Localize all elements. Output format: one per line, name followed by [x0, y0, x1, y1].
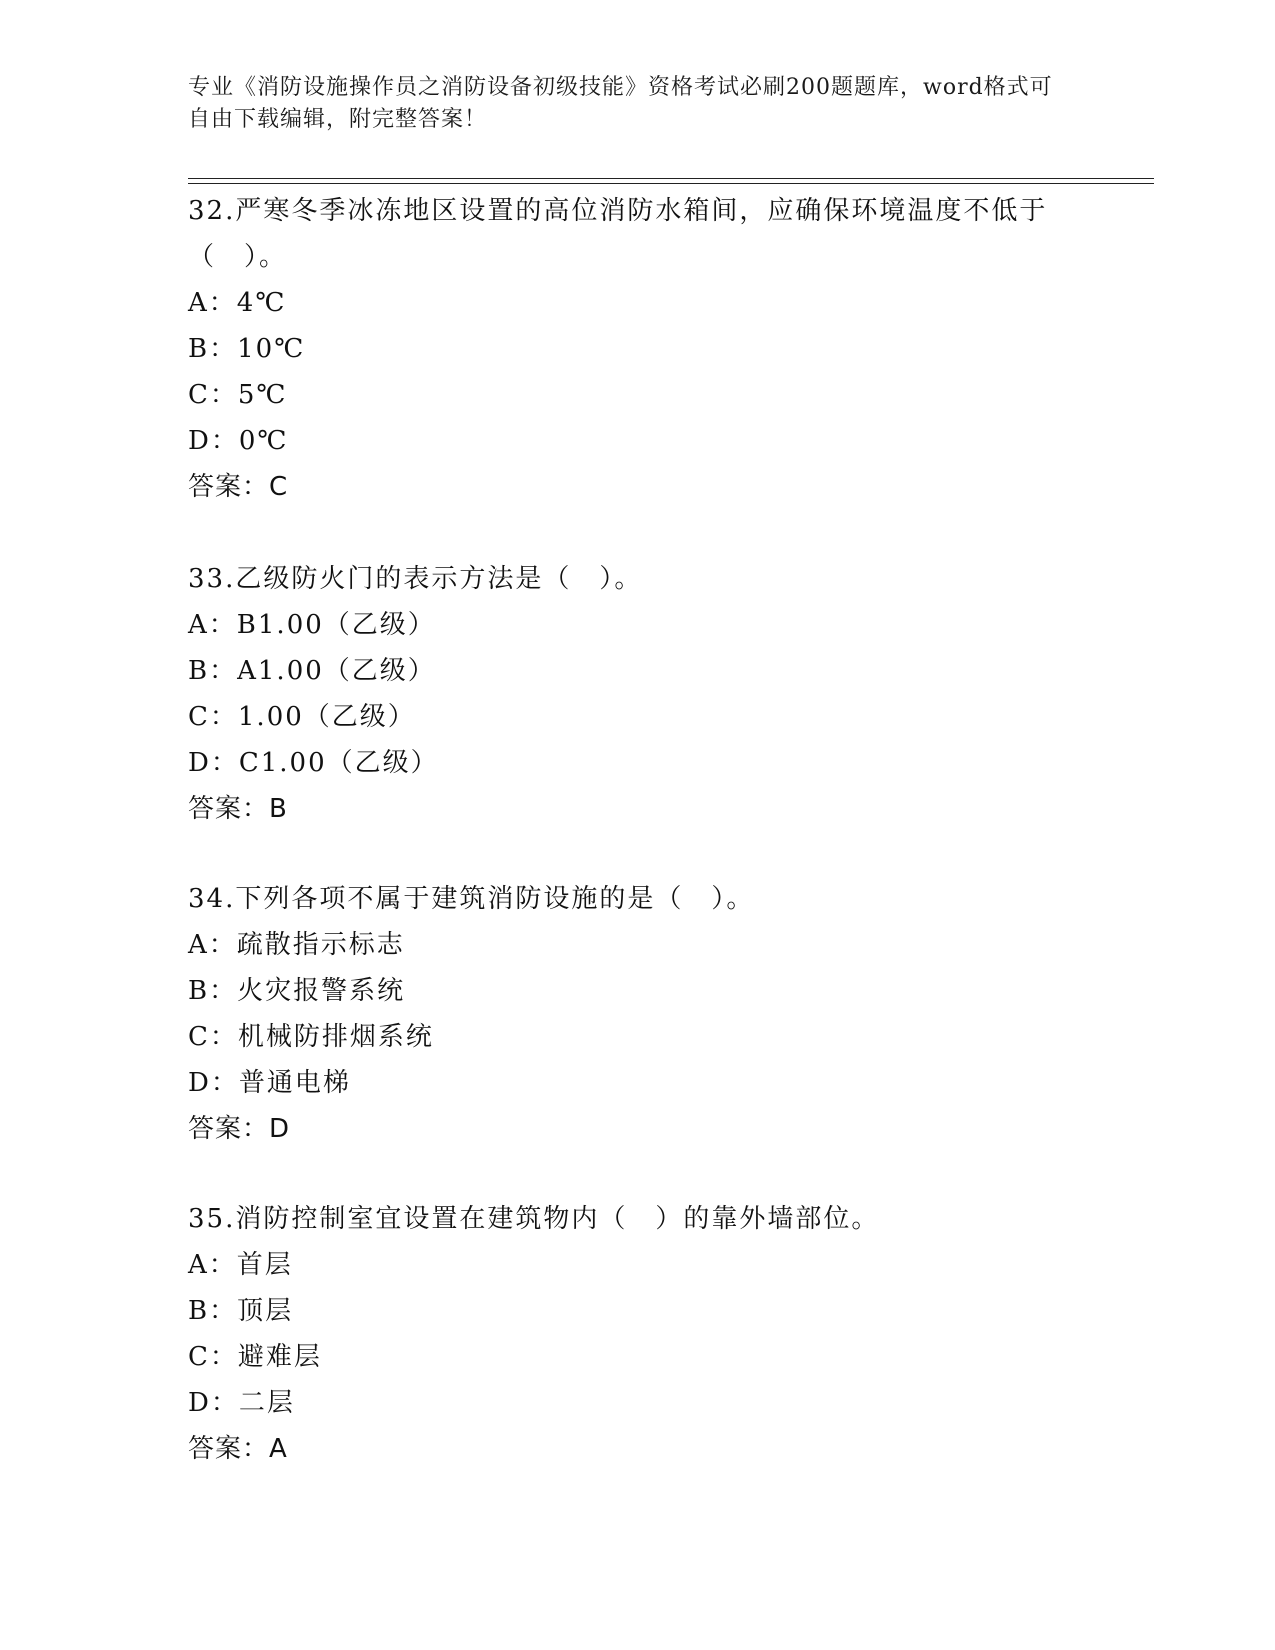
header-divider-top: [188, 178, 1154, 179]
option-d: D：二层: [188, 1388, 295, 1418]
option-a: A：4℃: [188, 288, 287, 318]
answer: 答案：B: [188, 794, 288, 824]
question-33: [188, 556, 1088, 832]
option-c: C：避难层: [188, 1342, 322, 1372]
question-32: [188, 188, 1088, 510]
answer: 答案：D: [188, 1114, 291, 1144]
question-stem-continued: （ ）。: [188, 242, 288, 272]
header-divider-bottom: [188, 183, 1154, 184]
answer: 答案：C: [188, 472, 289, 502]
option-c: C：机械防排烟系统: [188, 1022, 434, 1052]
option-d: D：C1.00（乙级）: [188, 748, 439, 778]
option-a: A：疏散指示标志: [188, 930, 405, 960]
question-stem: 35.消防控制室宜设置在建筑物内（ ）的靠外墙部位。: [188, 1204, 880, 1234]
answer: 答案：A: [188, 1434, 288, 1464]
option-c: C：5℃: [188, 380, 288, 410]
option-a: A：B1.00（乙级）: [188, 610, 436, 640]
option-a: A：首层: [188, 1250, 293, 1280]
question-stem: 34.下列各项不属于建筑消防设施的是（ ）。: [188, 884, 755, 914]
option-b: B：A1.00（乙级）: [188, 656, 436, 686]
option-d: D：普通电梯: [188, 1068, 351, 1098]
question-stem: 33.乙级防火门的表示方法是（ ）。: [188, 564, 643, 594]
question-34: [188, 876, 1088, 1152]
option-b: B：10℃: [188, 334, 306, 364]
option-d: D：0℃: [188, 426, 289, 456]
question-stem: 32.严寒冬季冰冻地区设置的高位消防水箱间，应确保环境温度不低于: [188, 196, 1048, 226]
question-35: [188, 1196, 1088, 1472]
option-c: C：1.00（乙级）: [188, 702, 416, 732]
document-header: 专业《消防设施操作员之消防设备初级技能》资格考试必刷200题题库，word格式可自由下载编辑，附完整答案！: [188, 75, 1053, 132]
option-b: B：顶层: [188, 1296, 294, 1326]
option-b: B：火灾报警系统: [188, 976, 406, 1006]
